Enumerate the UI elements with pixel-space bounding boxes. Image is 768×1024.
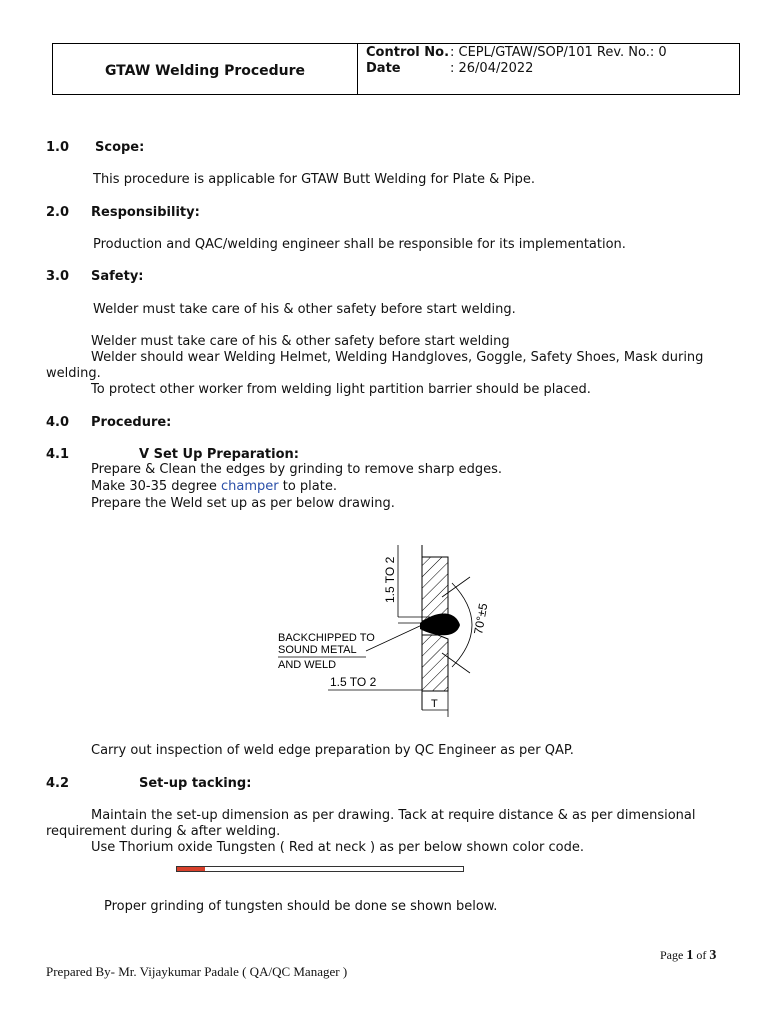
section-4-2-number: 4.2 [46,776,70,791]
note-line-1: BACKCHIPPED TO [278,632,375,644]
dim-bottom-text: 1.5 TO 2 [330,675,377,689]
date-label: Date [366,61,401,76]
tungsten-rod [176,866,464,872]
section-3-number: 3.0 [46,269,70,284]
date-value: : 26/04/2022 [450,61,534,76]
prep-line-2 [91,479,337,495]
section-1-number: 1.0 [46,140,70,155]
section-4-title: Procedure: [91,415,172,430]
prep-line-1: Prepare & Clean the edges by grinding to remove sharp edges. [91,462,503,477]
tacking-line-2: Use Thorium oxide Tungsten ( Red at neck ) as per below shown color code. [91,840,584,855]
section-2-title: Responsibility: [91,205,200,220]
page-total: 3 [709,948,717,963]
grinding-text: Proper grinding of tungsten should be done se shown below. [104,899,498,914]
plate-lower [422,635,448,691]
safety-line-3: Welder should wear Welding Helmet, Welding Handgloves, Goggle, Safety Shoes, Mask during [91,350,704,365]
section-4-number: 4.0 [46,415,70,430]
safety-line-3-cont: welding. [46,366,101,381]
inspection-text: Carry out inspection of weld edge preparation by QC Engineer as per QAP. [91,743,574,758]
scope-text: This procedure is applicable for GTAW Butt Welding for Plate & Pipe. [93,172,535,187]
prep-line-2-champer: champer [220,479,279,494]
prep-line-3: Prepare the Weld set up as per below drawing. [91,496,395,511]
tungsten-red-tip [177,867,205,871]
responsibility-text: Production and QAC/welding engineer shall be responsible for its implementation. [93,237,626,252]
tacking-line-1: Maintain the set-up dimension as per drawing. Tack at require distance & as per dimensional [91,808,696,823]
section-3-title: Safety: [91,269,144,284]
plate-upper [422,557,448,621]
angle-text: 70°±5 [471,602,491,636]
weld-setup-drawing [270,525,500,725]
page-number: 1 [686,948,694,963]
note-line-3: AND WELD [278,659,337,671]
page-word: Page [660,948,687,962]
prep-line-2-a: Make 30-35 degree [91,479,221,494]
header-box [52,43,740,95]
of-word: of [693,948,710,962]
section-4-1-number: 4.1 [46,447,70,462]
t-label: T [431,698,438,710]
safety-line-1: Welder must take care of his & other safety before start welding. [93,302,516,317]
safety-line-2: Welder must take care of his & other safety before start welding [91,334,510,349]
control-no-value: : CEPL/GTAW/SOP/101 Rev. No.: 0 [450,45,667,60]
safety-line-4: To protect other worker from welding light partition barrier should be placed. [91,382,591,397]
dim-top-text: 1.5 TO 2 [383,556,397,603]
prepared-by: Prepared By- Mr. Vijaykumar Padale ( QA/QC Manager ) [46,964,348,979]
document-title: GTAW Welding Procedure [53,44,358,94]
note-line-2: SOUND METAL [278,644,357,656]
tacking-line-1-cont: requirement during & after welding. [46,824,281,839]
page-indicator [660,948,716,964]
header-meta [366,45,667,77]
section-1-title: Scope: [95,140,145,155]
section-4-1-title: V Set Up Preparation: [139,447,299,462]
control-no-label: Control No. [366,45,450,60]
section-2-number: 2.0 [46,205,70,220]
prep-line-2-c: to plate. [278,479,337,494]
section-4-2-title: Set-up tacking: [139,776,252,791]
